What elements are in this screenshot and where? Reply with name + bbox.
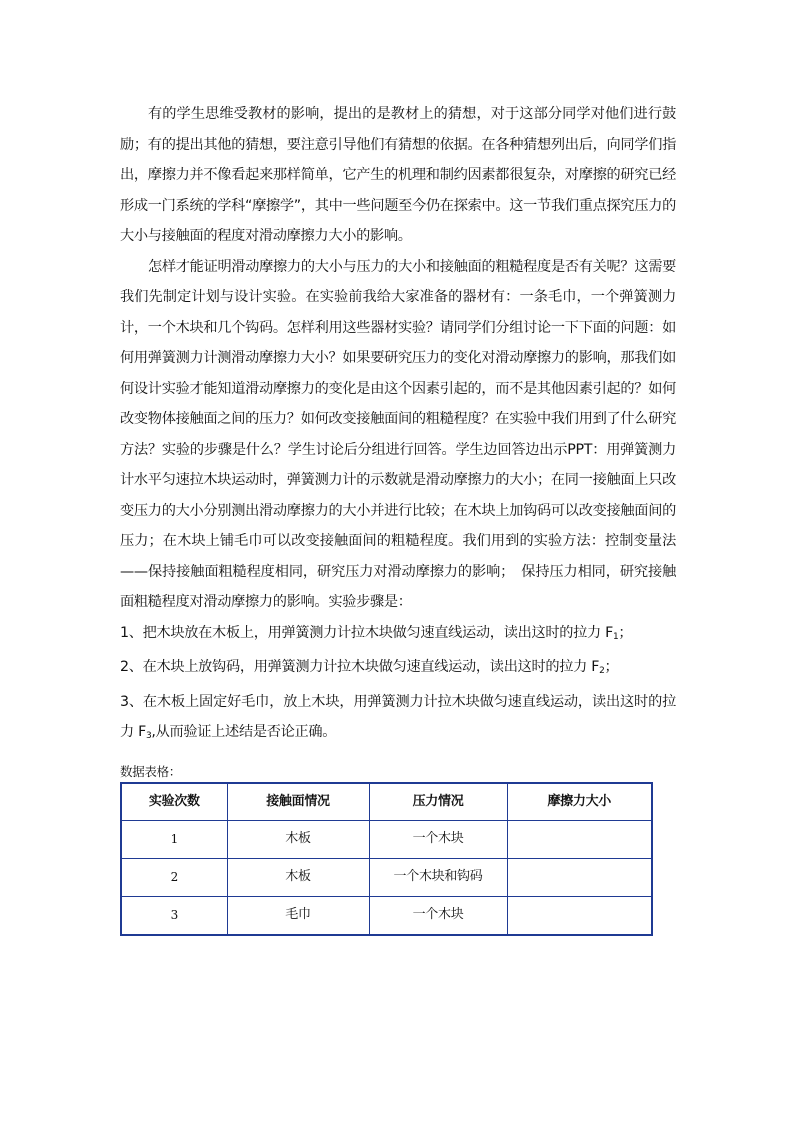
step-2-end: ； — [604, 659, 619, 675]
table-cell-friction[interactable] — [507, 858, 652, 896]
table-cell-trial: 1 — [121, 820, 227, 858]
table-cell-trial: 2 — [121, 858, 227, 896]
step-1-end: ； — [618, 624, 633, 641]
table-cell-pressure: 一个木块 — [369, 896, 507, 935]
step-3 — [120, 687, 676, 752]
table-cell-surface: 木板 — [227, 820, 369, 858]
step-1-text: 1、把木块放在木板上，用弹簧测力计拉木块做匀速直线运动，读出这时的拉力 F — [120, 624, 613, 641]
step-2-subscript: 2 — [599, 666, 605, 676]
header-contact-surface: 接触面情况 — [227, 783, 369, 821]
table-row — [121, 820, 652, 858]
step-2-text: 2、在木块上放钩码，用弹簧测力计拉木块做匀速直线运动，读出这时的拉力 F — [120, 659, 600, 675]
table-cell-friction[interactable] — [507, 820, 652, 858]
step-2 — [120, 652, 676, 687]
table-cell-pressure: 一个木块和钩码 — [369, 858, 507, 896]
table-row — [121, 858, 652, 896]
header-trial-count: 实验次数 — [121, 783, 227, 821]
paragraph-experiment-design: 怎样才能证明滑动摩擦力的大小与压力的大小和接触面的粗糙程度是否有关呢？这需要我们先制定计划与设计实验。在实验前我给大家准备的器材有：一条毛巾，一个弹簧测力计，一个木块和几个钩码。怎样利用这些器材实验？请同学们分组讨论一下下面的问题：如何用弹簧测力计测滑动摩擦力大小？如果要研究压力的变化对滑动摩擦力的影响，那我们如何设计实验才能知道滑动摩擦力的变化是由这个因素引起的，而不是其他因素引起的？如何改变物体接触面之间的压力？如何改变接触面间的粗糙程度？在实验中我们用到了什么研究方法？实验的步骤是什么？学生讨论后分组进行回答。学生边回答边出示PPT：用弹簧测力计水平匀速拉木块运动时，弹簧测力计的示数就是滑动摩擦力的大小；在同一接触面上只改变压力的大小分别测出滑动摩擦力的大小并进行比较；在木块上加钩码可以改变接触面间的压力；在木块上铺毛巾可以改变接触面间的粗糙程度。我们用到的实验方法：控制变量法——保持接触面粗糙程度相同，研究压力对滑动摩擦力的影响； 保持压力相同，研究接触面粗糙程度对滑动摩擦力的影响。实验步骤是： — [120, 258, 676, 610]
step-1-subscript: 1 — [612, 631, 619, 642]
step-3-text: 3、在木板上固定好毛巾，放上木块，用弹簧测力计拉木块做匀速直线运动，读出这时的拉力 F — [120, 693, 676, 740]
step-3-end: ,从而验证上述结是否论正确。 — [151, 724, 337, 740]
header-friction-force: 摩擦力大小 — [507, 783, 652, 821]
table-cell-pressure: 一个木块 — [369, 820, 507, 858]
step-3-subscript: 3 — [145, 731, 152, 741]
table-caption: 数据表格： — [120, 763, 182, 779]
table-cell-surface: 木板 — [227, 858, 369, 896]
table-cell-trial: 3 — [121, 896, 227, 935]
document-body — [120, 99, 676, 936]
data-table — [120, 782, 653, 936]
table-row — [121, 896, 652, 935]
table-header-row — [121, 783, 652, 821]
header-pressure: 压力情况 — [369, 783, 507, 821]
table-cell-surface: 毛巾 — [227, 896, 369, 935]
table-cell-friction[interactable] — [507, 896, 652, 935]
step-1 — [120, 618, 676, 653]
paragraph-guessing: 有的学生思维受教材的影响，提出的是教材上的猜想，对于这部分同学对他们进行鼓励；有的提出其他的猜想，要注意引导他们有猜想的依据。在各种猜想列出后，向同学们指出，摩擦力并不像看起来那样简单，它产生的机理和制约因素都很复杂，对摩擦的研究已经形成一门系统的学科“摩擦学”，其中一些问题至今仍在探索中。这一节我们重点探究压力的大小与接触面的程度对滑动摩擦力大小的影响。 — [120, 106, 676, 244]
